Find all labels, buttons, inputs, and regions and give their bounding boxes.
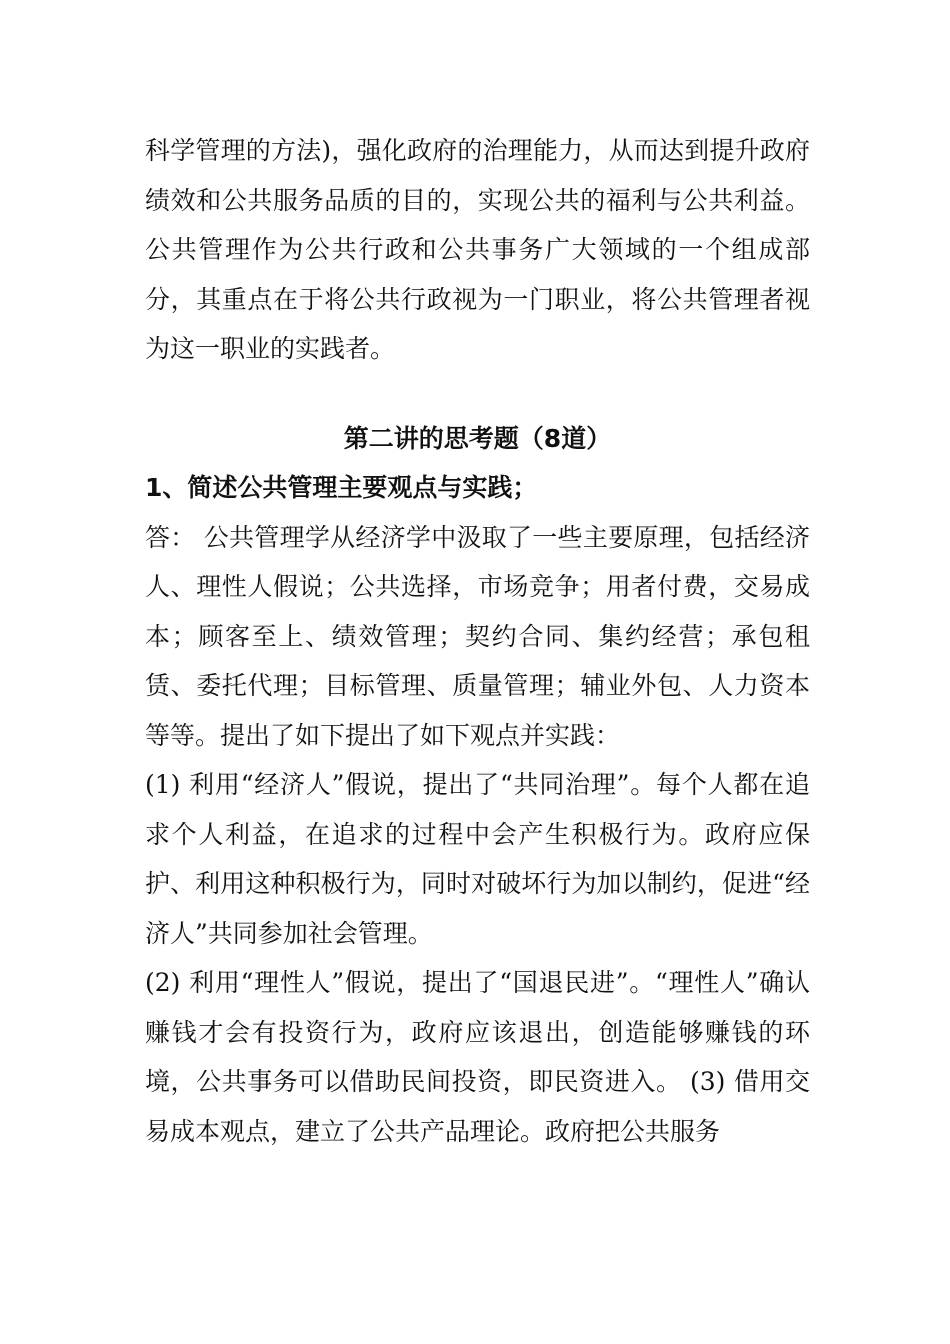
section-title: 第二讲的思考题（8道） xyxy=(343,423,612,453)
intro-paragraph: 科学管理的方法)，强化政府的治理能力，从而达到提升政府绩效和公共服务品质的目的，实现公共的福利与公共利益。公共管理作为公共行政和公共事务广大领域的一个组成部分，其重点在于将公共行政视为一门职业，将公共管理者视为这一职业的实践者。 xyxy=(145,136,810,363)
document-body xyxy=(145,126,810,1156)
point-1-paragraph: (1) 利用“经济人”假说，提出了“共同治理”。每个人都在追求个人利益，在追求的过程中会产生积极行为。政府应保护、利用这种积极行为，同时对破坏行为加以制约，促进“经济人”共同参加社会管理。 xyxy=(145,770,810,948)
point-2-paragraph: (2) 利用“理性人”假说，提出了“国退民进”。“理性人”确认赚钱才会有投资行为，政府应该退出，创造能够赚钱的环境，公共事务可以借助民间投资，即民资进入。 (3) 借用交易成本观点，建立了公共产品理论。政府把公共服务 xyxy=(145,968,810,1146)
question-heading: 1、简述公共管理主要观点与实践； xyxy=(145,473,538,502)
answer-paragraph: 答： 公共管理学从经济学中汲取了一些主要原理，包括经济人、理性人假说；公共选择，市场竞争；用者付费，交易成本；顾客至上、绩效管理；契约合同、集约经营；承包租赁、委托代理；目标管理、质量管理；辅业外包、人力资本等等。提出了如下提出了如下观点并实践： xyxy=(145,522,810,750)
